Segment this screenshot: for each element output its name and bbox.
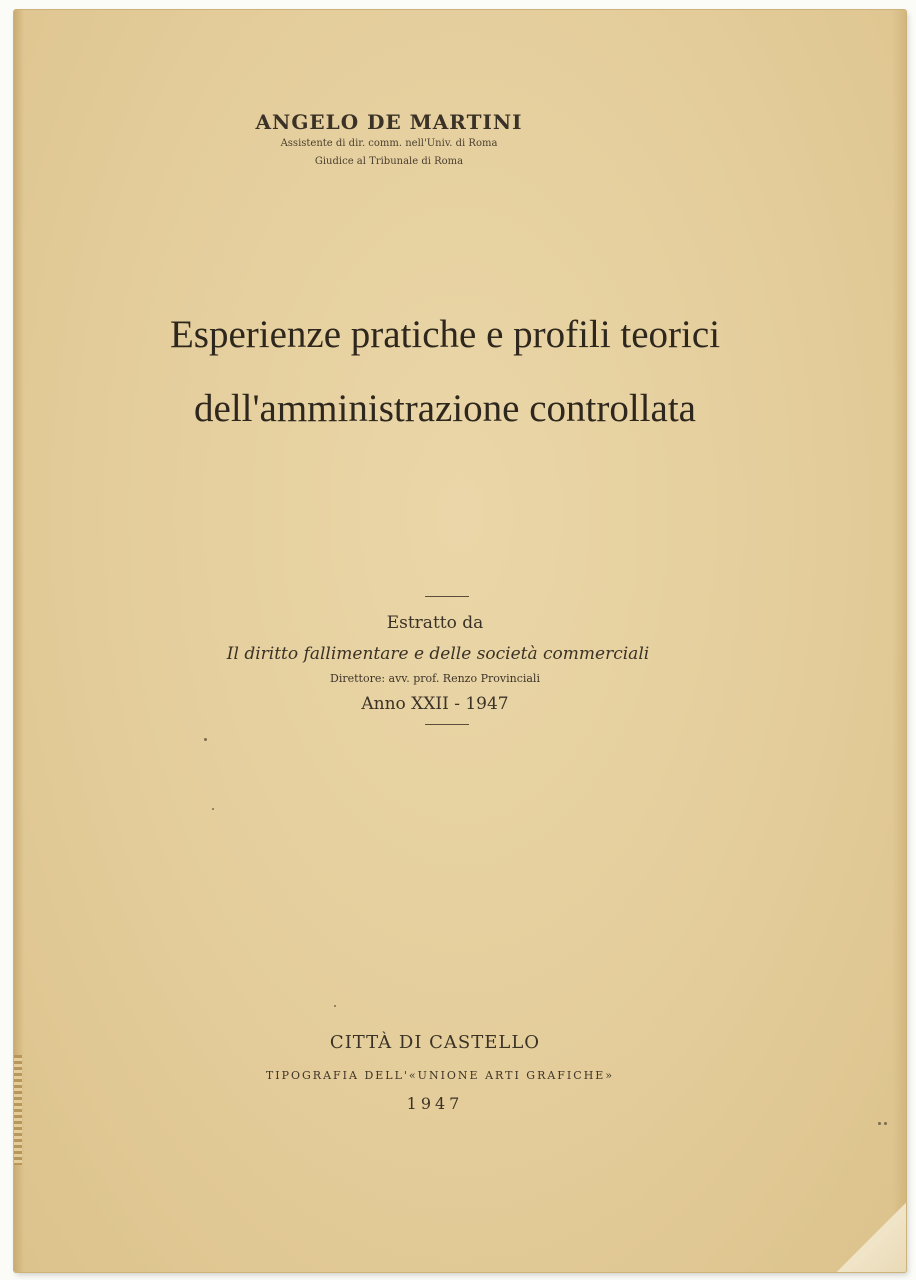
volume-year: Anno XXII - 1947 (361, 694, 509, 714)
journal-director: Direttore: avv. prof. Renzo Provinciali (330, 672, 540, 685)
paper-speck (884, 1122, 887, 1125)
publication-date: 1947 (406, 1094, 464, 1113)
divider-bottom (425, 724, 469, 725)
corner-fold (836, 1202, 906, 1272)
printer-name: TIPOGRAFIA DELL'«UNIONE ARTI GRAFICHE» (265, 1069, 615, 1082)
publication-place: CITTÀ DI CASTELLO (329, 1032, 541, 1053)
book-cover (14, 10, 906, 1272)
author-affiliation-1: Assistente di dir. comm. nell'Univ. di Roma (280, 138, 498, 149)
journal-title: Il diritto fallimentare e delle società commerciali (226, 644, 650, 664)
paper-speck (878, 1122, 881, 1125)
extract-label: Estratto da (386, 613, 484, 633)
title-line-1: Esperienze pratiche e profili teorici (169, 313, 721, 356)
paper-speck (204, 738, 207, 741)
author-name: ANGELO DE MARTINI (255, 110, 523, 134)
paper-speck (212, 808, 214, 810)
paper-speck (334, 1005, 336, 1007)
author-affiliation-2: Giudice al Tribunale di Roma (314, 156, 464, 167)
title-line-2: dell'amministrazione controllata (194, 387, 696, 430)
divider-top (425, 596, 469, 597)
cover-right-edge (892, 10, 906, 1272)
